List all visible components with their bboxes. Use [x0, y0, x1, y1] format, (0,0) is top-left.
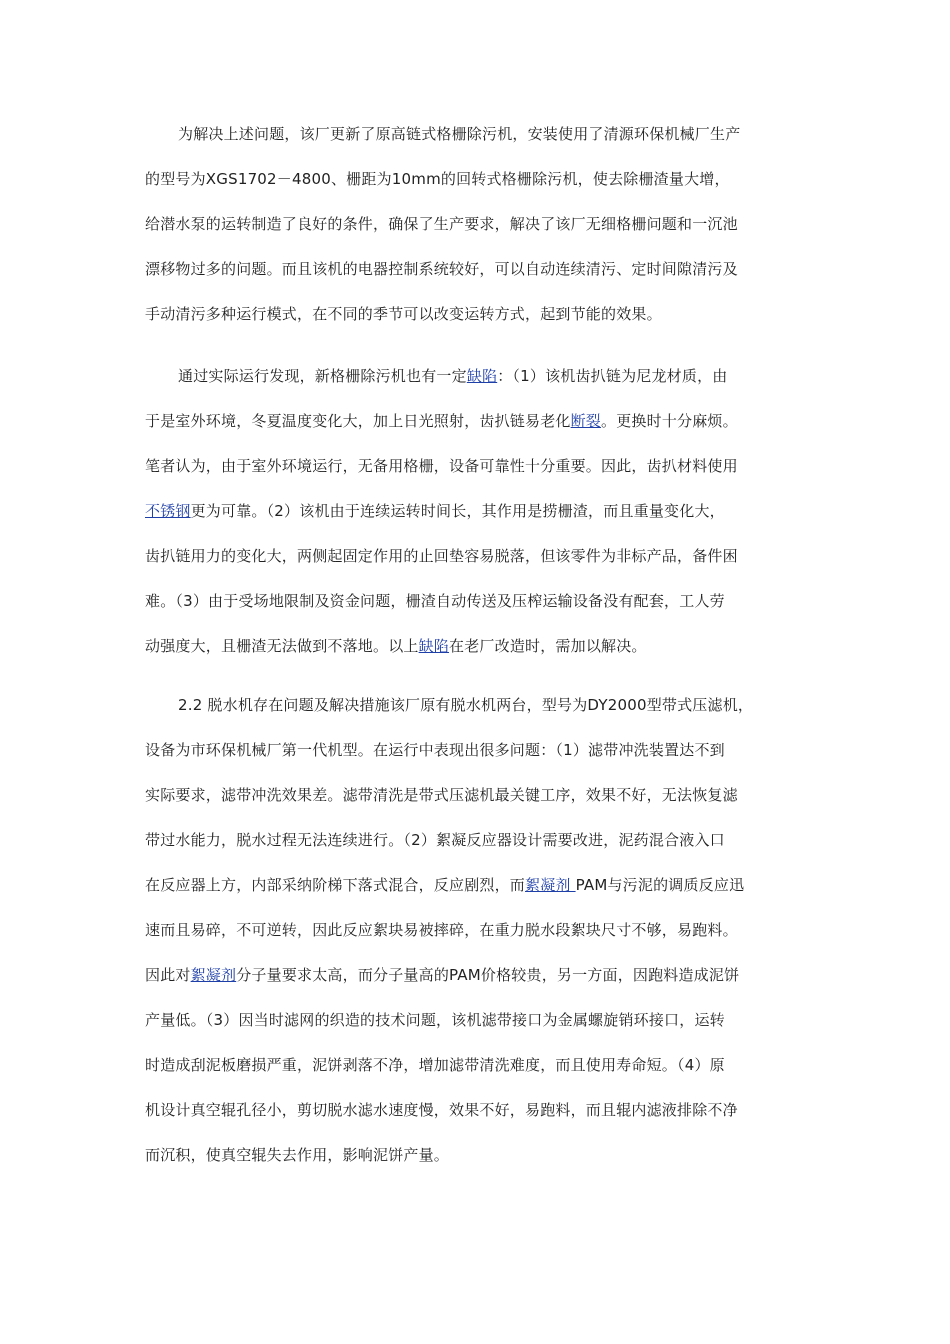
text-span: 为解决上述问题，该厂更新了原高链式格栅除污机，安装使用了清源环保机械厂生产	[178, 125, 741, 143]
paragraph-line	[145, 1143, 449, 1167]
paragraph-line	[145, 963, 739, 987]
text-span: 手动清污多种运行模式，在不同的季节可以改变运转方式，起到节能的效果。	[145, 305, 662, 323]
inline-link[interactable]: 缺陷	[418, 637, 450, 655]
text-span: 时造成刮泥板磨损严重，泥饼剥落不净，增加滤带清洗难度，而且使用寿命短。（4）原	[145, 1056, 725, 1074]
inline-link[interactable]: 絮凝剂	[525, 876, 576, 894]
paragraph-line	[145, 167, 730, 191]
text-span: 漂移物过多的问题。而且该机的电器控制系统较好，可以自动连续清污、定时间隙清污及	[145, 260, 738, 278]
paragraph-line	[145, 634, 647, 658]
paragraph-line	[178, 364, 727, 388]
paragraph-line	[145, 212, 738, 236]
text-span: 在反应器上方，内部采纳阶梯下落式混合，反应剧烈，而	[145, 876, 526, 894]
paragraph-line	[145, 1053, 725, 1077]
text-span: 产量低。（3）因当时滤网的织造的技术问题，该机滤带接口为金属螺旋销环接口，运转	[145, 1011, 725, 1029]
text-span: 分子量要求太高，而分子量高的PAM价格较贵，另一方面，因跑料造成泥饼	[236, 966, 740, 984]
text-span: 带过水能力，脱水过程无法连续进行。（2）絮凝反应器设计需要改进，泥药混合液入口	[145, 831, 725, 849]
text-span: 在老厂改造时，需加以解决。	[449, 637, 647, 655]
paragraph-line	[145, 589, 725, 613]
paragraph-line	[145, 409, 738, 433]
paragraph-line	[145, 918, 738, 942]
text-span: 动强度大，且栅渣无法做到不落地。以上	[145, 637, 419, 655]
paragraph-line	[145, 873, 744, 897]
inline-link[interactable]: 絮凝剂	[190, 966, 237, 984]
text-span: PAM与污泥的调质反应迅	[575, 876, 745, 894]
text-span: 而沉积，使真空辊失去作用，影响泥饼产量。	[145, 1146, 450, 1164]
text-span: 通过实际运行发现，新格栅除污机也有一定	[178, 367, 467, 385]
paragraph-line	[145, 828, 725, 852]
text-span: 笔者认为，由于室外环境运行，无备用格栅，设备可靠性十分重要。因此，齿扒材料使用	[145, 457, 738, 475]
paragraph-line	[145, 783, 738, 807]
paragraph-line	[145, 454, 738, 478]
inline-link[interactable]: 缺陷	[466, 367, 498, 385]
text-span: 设备为市环保机械厂第一代机型。在运行中表现出很多问题：（1）滤带冲洗装置达不到	[145, 741, 725, 759]
text-span: 速而且易碎，不可逆转，因此反应絮块易被摔碎，在重力脱水段絮块尺寸不够，易跑料。	[145, 921, 738, 939]
inline-link[interactable]: 断裂	[570, 412, 602, 430]
text-span: ：（1）该机齿扒链为尼龙材质，由	[497, 367, 728, 385]
text-span: 。更换时十分麻烦。	[601, 412, 738, 430]
inline-link[interactable]: 不锈钢	[145, 502, 191, 520]
text-span: 难。（3）由于受场地限制及资金问题，栅渣自动传送及压榨运输设备没有配套，工人劳	[145, 592, 725, 610]
paragraph-line	[178, 693, 753, 717]
text-span: 实际要求，滤带冲洗效果差。滤带清洗是带式压滤机最关键工序，效果不好，无法恢复滤	[145, 786, 738, 804]
text-span: 更为可靠。（2）该机由于连续运转时间长，其作用是捞栅渣，而且重量变化大，	[190, 502, 725, 520]
paragraph-line	[145, 302, 662, 326]
paragraph-line	[145, 544, 738, 568]
text-span: 于是室外环境，冬夏温度变化大，加上日光照射，齿扒链易老化	[145, 412, 571, 430]
paragraph-line	[145, 499, 725, 523]
paragraph-line	[145, 1098, 738, 1122]
text-span: 齿扒链用力的变化大，两侧起固定作用的止回垫容易脱落，但该零件为非标产品，备件困	[145, 547, 738, 565]
text-span: 给潜水泵的运转制造了良好的条件，确保了生产要求，解决了该厂无细格栅问题和一沉池	[145, 215, 738, 233]
paragraph-line	[178, 122, 740, 146]
paragraph-line	[145, 738, 725, 762]
text-span: 因此对	[145, 966, 191, 984]
text-span: 机设计真空辊孔径小，剪切脱水滤水速度慢，效果不好，易跑料，而且辊内滤液排除不净	[145, 1101, 738, 1119]
paragraph-line	[145, 1008, 725, 1032]
text-span: 的型号为XGS1702－4800、栅距为10mm的回转式格栅除污机，使去除栅渣量大增，	[145, 170, 730, 188]
text-span: 2.2 脱水机存在问题及解决措施该厂原有脱水机两台，型号为DY2000型带式压滤机，	[178, 696, 754, 714]
paragraph-line	[145, 257, 738, 281]
